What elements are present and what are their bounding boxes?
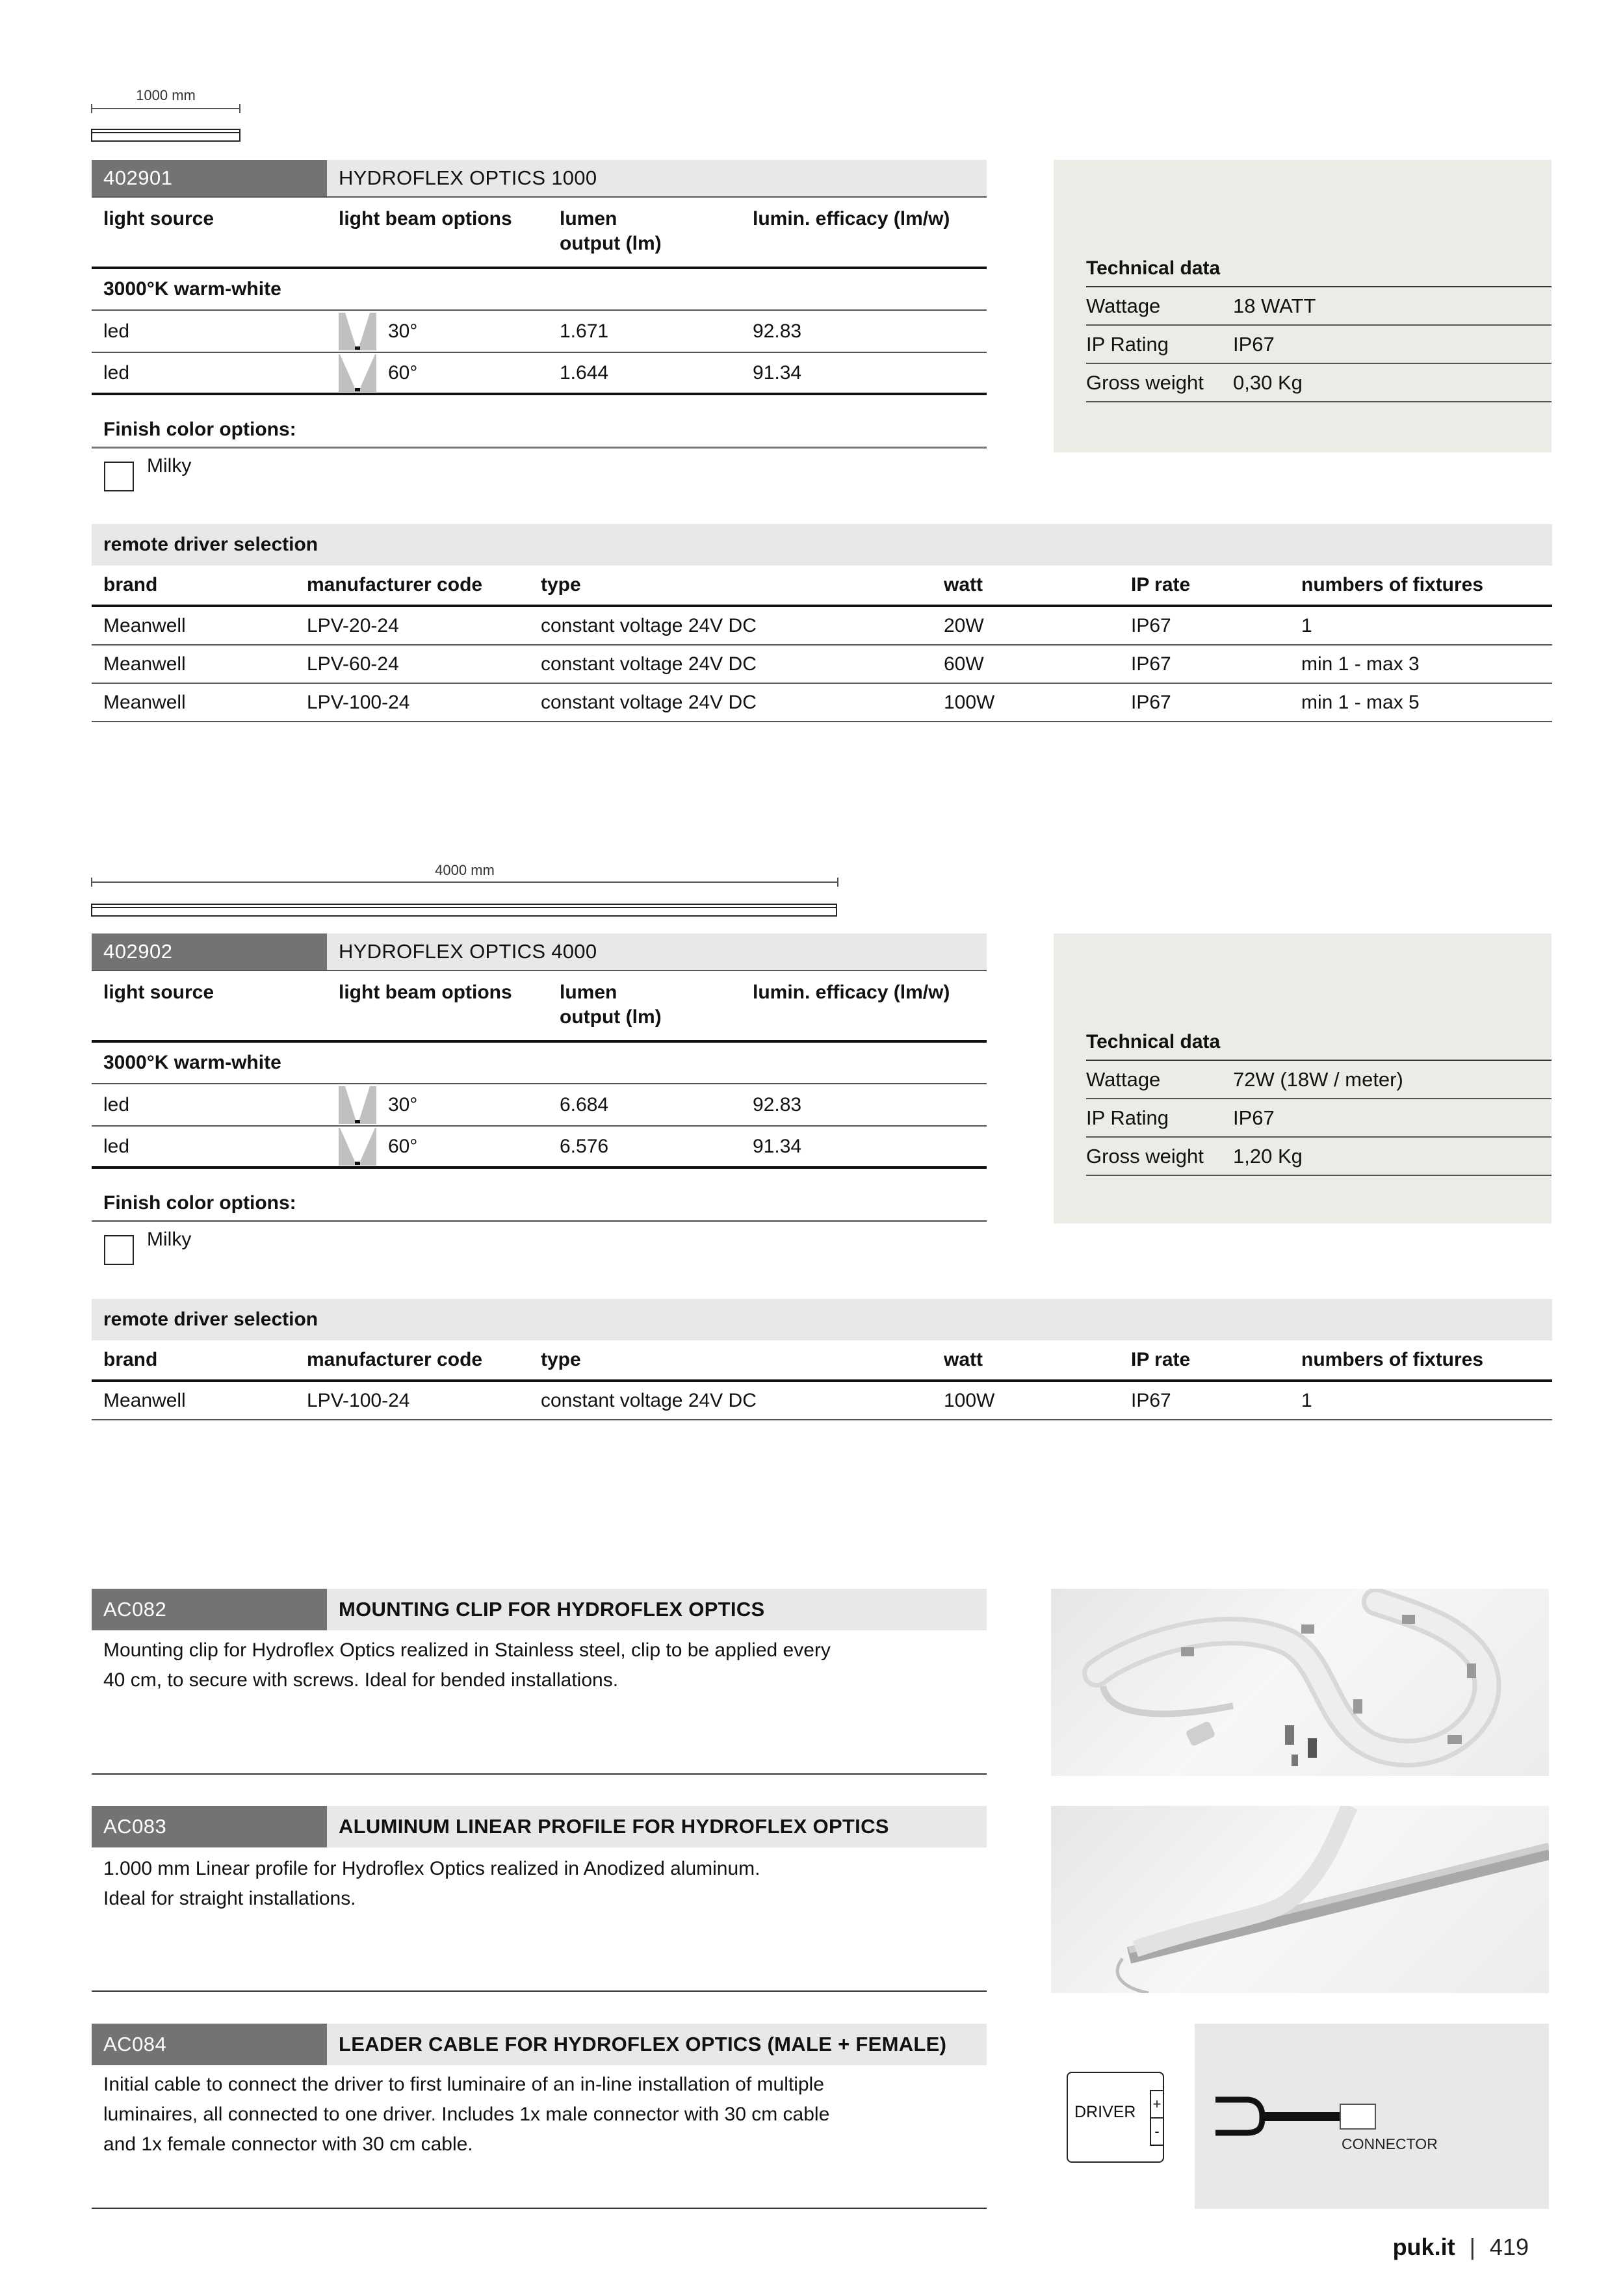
cell: constant voltage 24V DC <box>541 691 757 713</box>
product-header <box>92 933 987 971</box>
col-type: type <box>541 574 581 595</box>
accessory-code: AC083 <box>92 1806 327 1847</box>
cell: IP67 <box>1131 614 1171 636</box>
beam-30-icon <box>339 313 376 350</box>
col-ip-rate: IP rate <box>1131 1349 1191 1370</box>
col-fixtures: numbers of fixtures <box>1301 1349 1484 1370</box>
accessory-description <box>92 1636 987 1695</box>
profile-drawing-4000 <box>91 904 837 917</box>
cell-beam <box>327 1086 548 1124</box>
divider <box>92 2208 987 2209</box>
table-row <box>92 607 1552 646</box>
light-source-table <box>92 971 987 1169</box>
cell: 20W <box>944 614 984 636</box>
beam-60-icon <box>339 354 376 392</box>
description-line: Initial cable to connect the driver to first luminaire of an in-line installation of multiple <box>103 2074 824 2095</box>
finish-title: Finish color options: <box>92 1192 987 1222</box>
driver-label: DRIVER <box>1074 2103 1136 2121</box>
description-line: Ideal for straight installations. <box>103 1888 356 1909</box>
tech-key: Wattage <box>1086 294 1161 317</box>
table-row <box>92 1382 1552 1420</box>
product-code: 402902 <box>92 933 327 970</box>
page-footer <box>1393 2234 1529 2261</box>
cell: LPV-60-24 <box>307 653 399 675</box>
finish-option-milky <box>104 455 191 491</box>
accessory-code: AC082 <box>92 1589 327 1630</box>
tech-key: Wattage <box>1086 1067 1161 1091</box>
description-line: Mounting clip for Hydroflex Optics realized in Stainless steel, clip to be applied every <box>103 1639 831 1661</box>
table-header <box>92 198 987 269</box>
tech-row <box>1086 326 1552 364</box>
table-row <box>92 684 1552 722</box>
cell: Meanwell <box>103 1389 186 1411</box>
beam-angle: 60° <box>388 1135 418 1157</box>
group-label: 3000°K warm-white <box>103 1052 281 1073</box>
description-line: 1.000 mm Linear profile for Hydroflex Optics realized in Anodized aluminum. <box>103 1858 760 1879</box>
cell-source: led <box>103 1093 130 1115</box>
connector-label: CONNECTOR <box>1342 2135 1438 2152</box>
finish-title: Finish color options: <box>92 419 987 449</box>
table-row <box>92 1084 987 1127</box>
divider <box>92 1990 987 1992</box>
col-ip-rate: IP rate <box>1131 574 1191 595</box>
group-row <box>92 1043 987 1084</box>
brand-link[interactable]: puk.it <box>1392 2234 1455 2260</box>
beam-30-icon <box>339 1086 376 1124</box>
mounting-clip-photo <box>1051 1589 1549 1776</box>
accessory-description <box>92 2070 987 2159</box>
col-lumen-line1: lumen <box>560 982 617 1003</box>
col-efficacy: lumin. efficacy (lm/w) <box>753 208 950 229</box>
page-number: 419 <box>1489 2234 1529 2260</box>
cell-efficacy: 92.83 <box>753 1093 802 1115</box>
cell: Meanwell <box>103 614 186 636</box>
col-watt: watt <box>944 574 983 595</box>
tech-value: IP67 <box>1233 1106 1275 1129</box>
product-header <box>92 160 987 198</box>
table-row <box>92 353 987 395</box>
cell-beam <box>327 354 548 392</box>
remote-driver-table <box>92 1299 1552 1420</box>
tech-row <box>1086 364 1552 402</box>
table-row <box>92 311 987 353</box>
beam-angle: 30° <box>388 320 418 342</box>
col-light-source: light source <box>103 208 214 229</box>
col-manufacturer-code: manufacturer code <box>307 1349 483 1370</box>
tech-key: Gross weight <box>1086 371 1204 394</box>
minus-terminal: - <box>1154 2123 1160 2139</box>
driver-diagram <box>1067 2072 1164 2163</box>
beam-60-icon <box>339 1128 376 1166</box>
terminal-block <box>1150 2090 1164 2146</box>
accessory-header <box>92 1806 987 1847</box>
connector-diagram <box>1195 2024 1549 2209</box>
product-name: HYDROFLEX OPTICS 1000 <box>327 160 987 196</box>
col-manufacturer-code: manufacturer code <box>307 574 483 595</box>
table-header <box>92 971 987 1043</box>
cell: 100W <box>944 691 995 713</box>
plus-terminal: + <box>1151 2091 1163 2119</box>
finish-option-milky <box>104 1229 191 1265</box>
finish-label: Milky <box>147 1229 192 1250</box>
tech-row <box>1086 1099 1552 1138</box>
cell: min 1 - max 5 <box>1301 691 1420 713</box>
cell: 60W <box>944 653 984 675</box>
col-light-source: light source <box>103 982 214 1003</box>
col-lumen <box>548 980 741 1030</box>
col-beam: light beam options <box>339 982 512 1003</box>
cable-icon <box>1195 2024 1549 2209</box>
profile-drawing-1000 <box>91 129 240 142</box>
tech-value: 18 WATT <box>1233 294 1316 317</box>
group-label: 3000°K warm-white <box>103 278 281 300</box>
dimension-line <box>91 881 838 883</box>
cell: 100W <box>944 1389 995 1411</box>
cell: 1 <box>1301 1389 1312 1411</box>
description-line: and 1x female connector with 30 cm cable. <box>103 2133 473 2155</box>
col-efficacy: lumin. efficacy (lm/w) <box>753 982 950 1003</box>
tech-row <box>1086 1061 1552 1099</box>
cell-source: led <box>103 1135 130 1157</box>
col-watt: watt <box>944 1349 983 1370</box>
table-row <box>92 646 1552 684</box>
accessory-header <box>92 2024 987 2065</box>
cell: Meanwell <box>103 691 186 713</box>
col-brand: brand <box>103 1349 158 1370</box>
driver-table-title: remote driver selection <box>92 524 1552 566</box>
col-lumen-line2: output (lm) <box>560 233 662 254</box>
tech-key: IP Rating <box>1086 332 1169 356</box>
product-code: 402901 <box>92 160 327 196</box>
tech-value: 1,20 Kg <box>1233 1144 1303 1168</box>
beam-angle: 30° <box>388 1093 418 1115</box>
tech-value: IP67 <box>1233 332 1275 356</box>
accessory-header <box>92 1589 987 1630</box>
tech-row <box>1086 287 1552 326</box>
cell-lumen: 6.684 <box>560 1093 609 1115</box>
linear-profile-image <box>1051 1806 1549 1993</box>
cell-source: led <box>103 361 130 384</box>
flex-strip-image <box>1051 1589 1549 1776</box>
technical-title: Technical data <box>1086 257 1552 287</box>
description-line: luminaires, all connected to one driver. Includes 1x male connector with 30 cm cable <box>103 2104 830 2125</box>
aluminum-profile-photo <box>1051 1806 1549 1993</box>
col-brand: brand <box>103 574 158 595</box>
cell: constant voltage 24V DC <box>541 1389 757 1411</box>
cell: 1 <box>1301 614 1312 636</box>
col-beam: light beam options <box>339 208 512 229</box>
cell-lumen: 1.671 <box>560 320 609 342</box>
technical-title: Technical data <box>1086 1031 1552 1061</box>
cell: LPV-100-24 <box>307 1389 410 1411</box>
accessory-name: MOUNTING CLIP FOR HYDROFLEX OPTICS <box>327 1589 987 1630</box>
tech-key: IP Rating <box>1086 1106 1169 1129</box>
col-lumen-line2: output (lm) <box>560 1006 662 1028</box>
table-header <box>92 1340 1552 1382</box>
technical-data-panel <box>1054 933 1552 1223</box>
col-type: type <box>541 1349 581 1370</box>
driver-table-title: remote driver selection <box>92 1299 1552 1340</box>
divider <box>92 1773 987 1775</box>
light-source-table <box>92 198 987 395</box>
table-header <box>92 566 1552 607</box>
beam-angle: 60° <box>388 361 418 384</box>
accessory-code: AC084 <box>92 2024 327 2065</box>
cell: LPV-20-24 <box>307 614 399 636</box>
swatch-icon <box>104 462 134 491</box>
cell-source: led <box>103 320 130 342</box>
cell-efficacy: 91.34 <box>753 361 802 384</box>
dimension-label: 4000 mm <box>435 862 495 878</box>
tech-value: 0,30 Kg <box>1233 371 1303 394</box>
cell: Meanwell <box>103 653 186 675</box>
cell-beam <box>327 1128 548 1166</box>
dimension-line <box>91 108 240 109</box>
finish-label: Milky <box>147 455 192 476</box>
cell: IP67 <box>1131 691 1171 713</box>
dimension-label: 1000 mm <box>136 87 196 103</box>
tech-value: 72W (18W / meter) <box>1233 1067 1403 1091</box>
accessory-description <box>92 1854 987 1914</box>
remote-driver-table <box>92 524 1552 722</box>
accessory-name: ALUMINUM LINEAR PROFILE FOR HYDROFLEX OPTICS <box>327 1806 987 1847</box>
footer-separator: | <box>1469 2234 1475 2260</box>
cell: IP67 <box>1131 653 1171 675</box>
cell-efficacy: 92.83 <box>753 320 802 342</box>
tech-row <box>1086 1138 1552 1176</box>
swatch-icon <box>104 1235 134 1265</box>
cell-efficacy: 91.34 <box>753 1135 802 1157</box>
group-row <box>92 269 987 311</box>
accessory-name: LEADER CABLE FOR HYDROFLEX OPTICS (MALE + FEMALE) <box>327 2024 987 2065</box>
cell: LPV-100-24 <box>307 691 410 713</box>
table-row <box>92 1127 987 1169</box>
product-name: HYDROFLEX OPTICS 4000 <box>327 933 987 970</box>
col-fixtures: numbers of fixtures <box>1301 574 1484 595</box>
tech-key: Gross weight <box>1086 1144 1204 1168</box>
cell-lumen: 6.576 <box>560 1135 609 1157</box>
cell-lumen: 1.644 <box>560 361 609 384</box>
cell: constant voltage 24V DC <box>541 614 757 636</box>
col-lumen <box>548 207 741 256</box>
cell-beam <box>327 313 548 350</box>
description-line: 40 cm, to secure with screws. Ideal for bended installations. <box>103 1669 619 1691</box>
technical-data-panel <box>1054 160 1552 452</box>
cell: min 1 - max 3 <box>1301 653 1420 675</box>
cell: constant voltage 24V DC <box>541 653 757 675</box>
col-lumen-line1: lumen <box>560 208 617 229</box>
cell: IP67 <box>1131 1389 1171 1411</box>
